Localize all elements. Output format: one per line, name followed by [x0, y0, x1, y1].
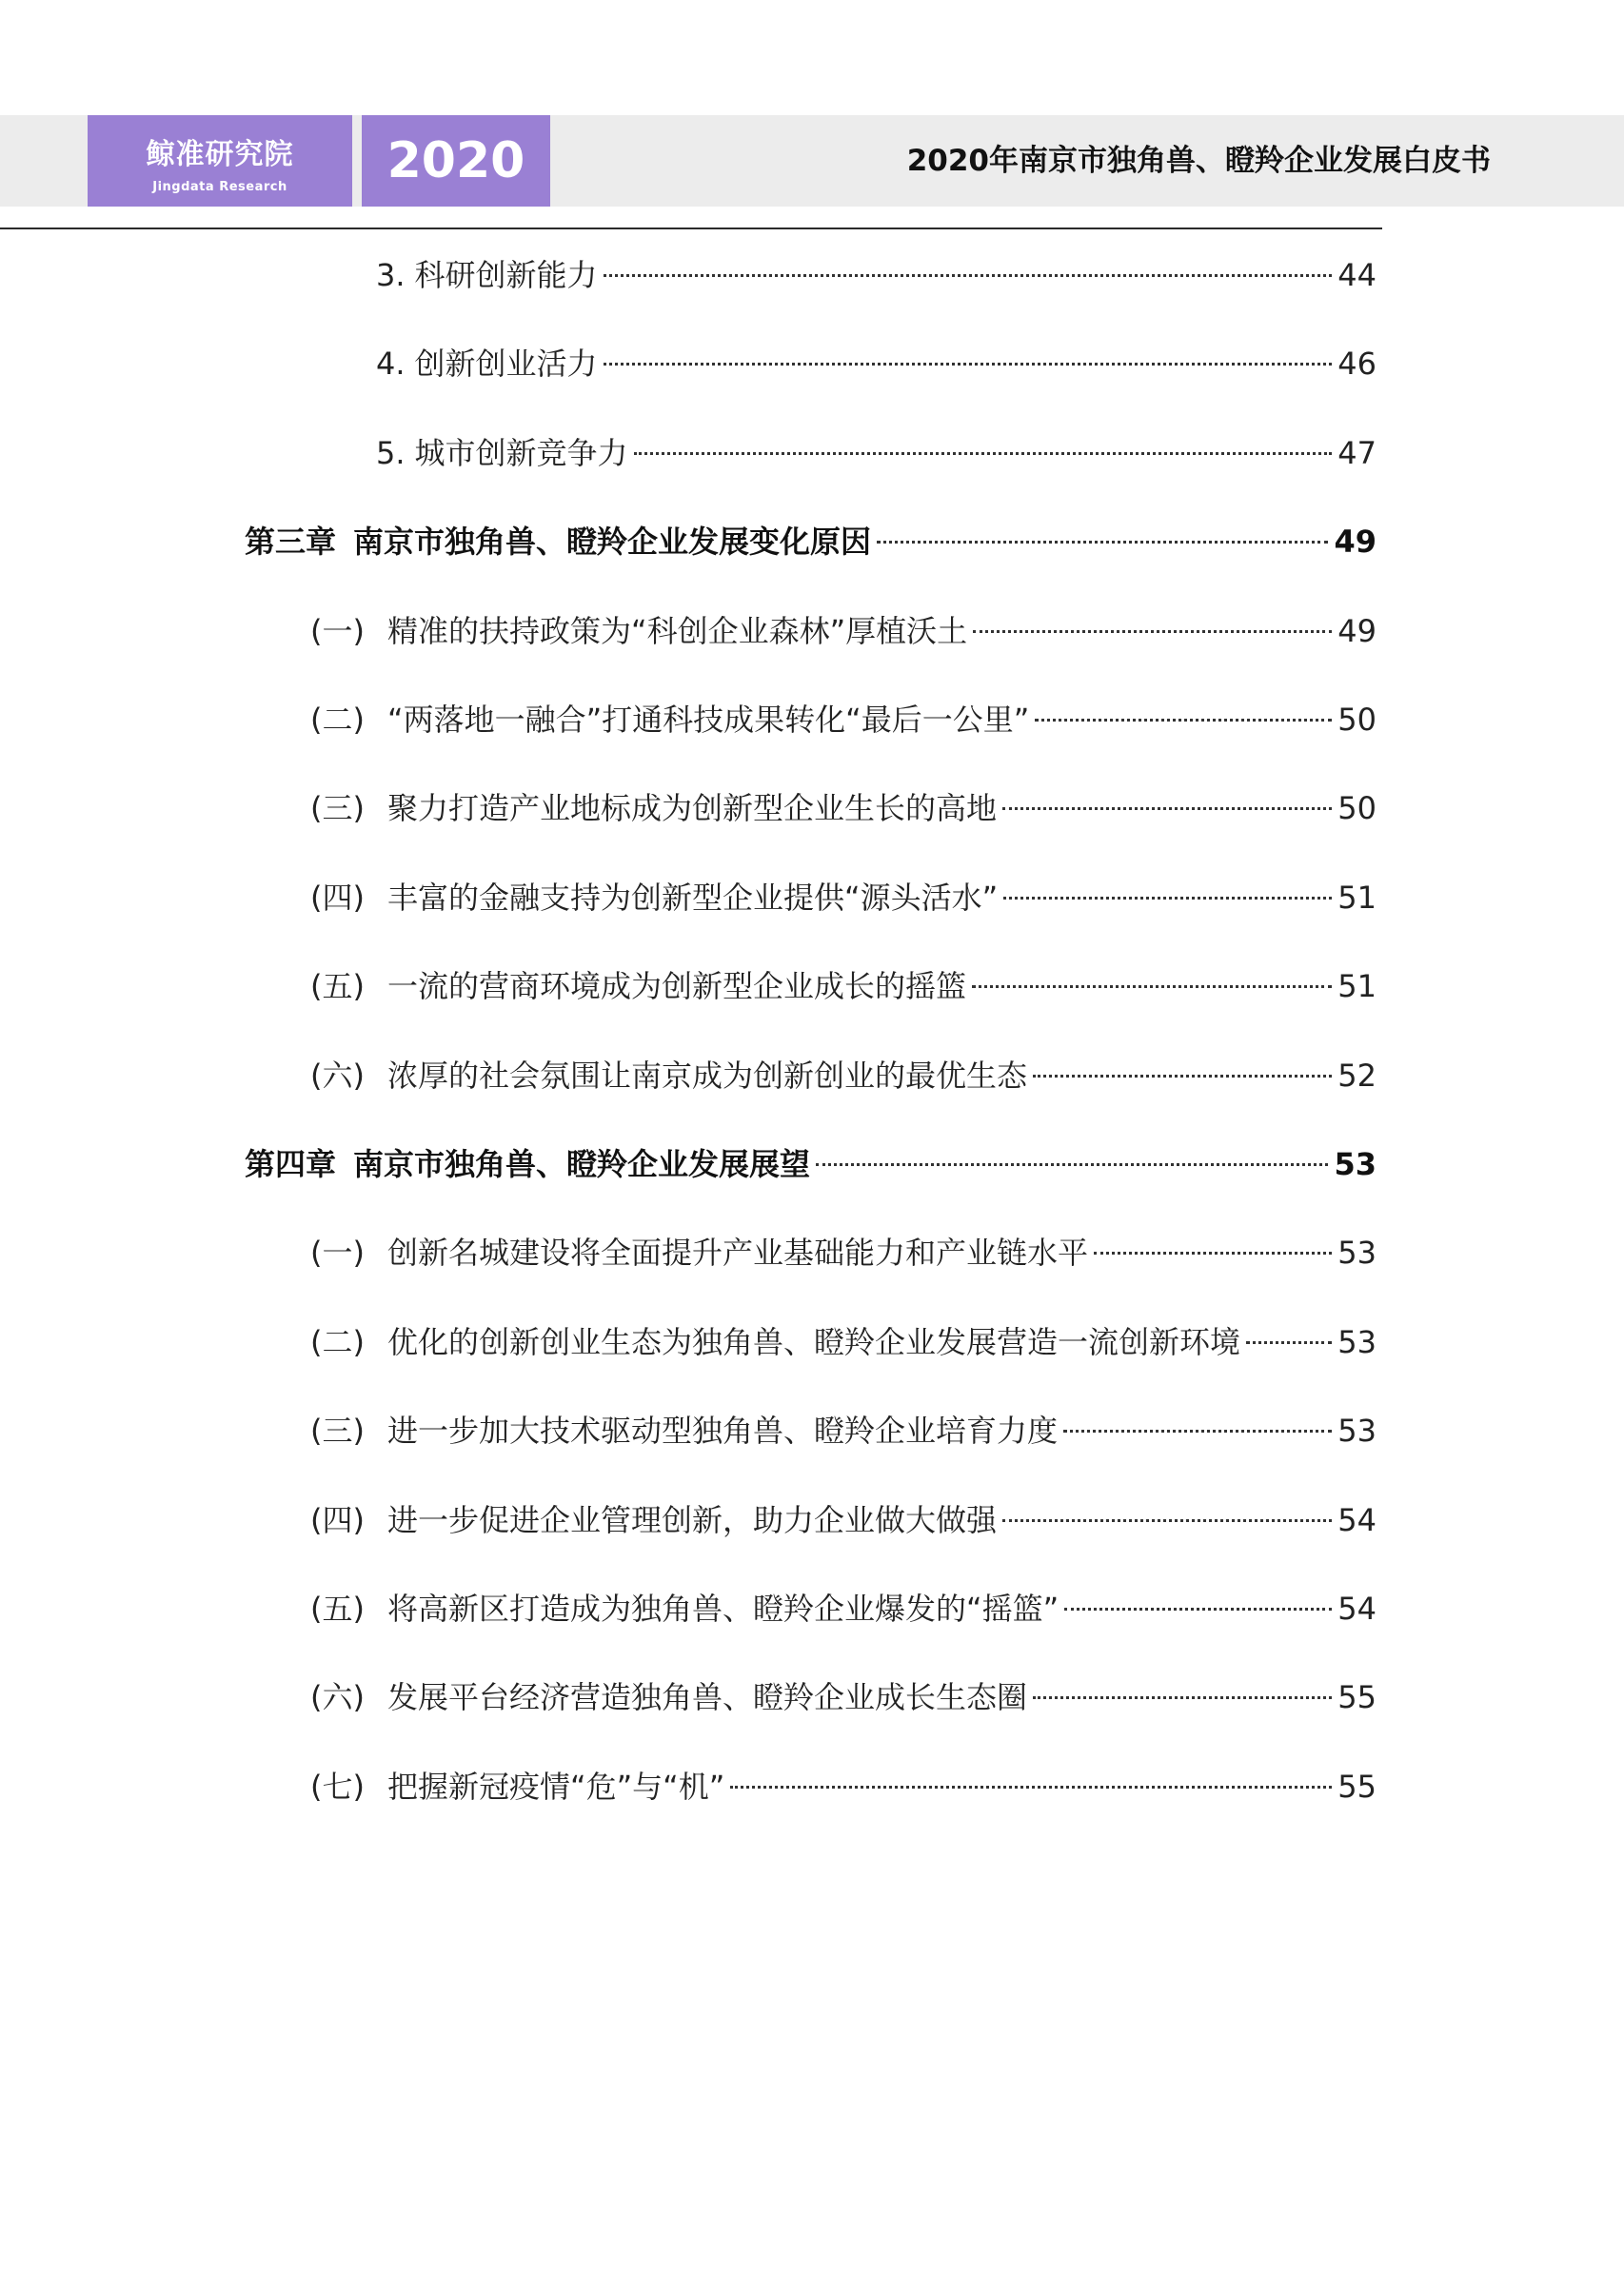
toc-entry[interactable]: [310, 608, 1376, 654]
toc-dot-leader: [877, 541, 1328, 544]
toc-page-number: 54: [1337, 1502, 1376, 1538]
toc-page-number: 49: [1334, 524, 1376, 560]
toc-entry[interactable]: [310, 1497, 1376, 1543]
toc-chapter-entry[interactable]: [245, 519, 1376, 564]
toc-page-number: 55: [1337, 1679, 1376, 1715]
toc-entry-title: 精准的扶持政策为“科创企业森林”厚植沃土: [386, 613, 968, 649]
toc-entry-number: 第四章: [245, 1146, 337, 1182]
toc-entry-number: (五): [310, 968, 365, 1004]
toc-page-number: 53: [1334, 1146, 1376, 1182]
toc-entry-title: 进一步加大技术驱动型独角兽、瞪羚企业培育力度: [386, 1413, 1058, 1449]
toc-dot-leader: [1246, 1341, 1332, 1344]
toc-entry[interactable]: [376, 341, 1376, 386]
toc-entry[interactable]: [310, 1674, 1376, 1720]
toc-chapter-entry[interactable]: [245, 1141, 1376, 1187]
toc-entry[interactable]: [310, 1230, 1376, 1276]
toc-entry-title: 城市创新竞争力: [414, 435, 628, 471]
toc-dot-leader: [1002, 1519, 1332, 1522]
toc-page-number: 50: [1337, 702, 1376, 738]
toc-entry-title: 丰富的金融支持为创新型企业提供“源头活水”: [386, 880, 999, 916]
logo-subtitle: Jingdata Research: [152, 180, 287, 194]
toc-page-number: 55: [1337, 1769, 1376, 1805]
toc-page-number: 54: [1337, 1591, 1376, 1627]
document-title: 2020年南京市独角兽、瞪羚企业发展白皮书: [906, 144, 1491, 178]
toc-entry-title: 科研创新能力: [414, 257, 598, 293]
toc-entry-number: 5.: [376, 435, 406, 471]
toc-entry-number: (五): [310, 1591, 365, 1627]
toc-entry-title: 进一步促进企业管理创新，助力企业做大做强: [386, 1502, 997, 1538]
toc-entry-number: (二): [310, 702, 365, 738]
toc-page-number: 53: [1337, 1235, 1376, 1271]
logo-title: 鲸准研究院: [146, 138, 294, 171]
toc-entry-number: (七): [310, 1769, 365, 1805]
toc-entry[interactable]: [310, 1586, 1376, 1632]
toc-entry[interactable]: [310, 1053, 1376, 1098]
toc-entry-number: (一): [310, 613, 365, 649]
toc-entry[interactable]: [310, 1764, 1376, 1810]
toc-dot-leader: [730, 1786, 1332, 1789]
toc-entry[interactable]: [376, 252, 1376, 298]
toc-page-number: 52: [1337, 1058, 1376, 1094]
logo: [88, 115, 352, 207]
toc-entry[interactable]: [310, 1408, 1376, 1454]
toc-entry-title: 将高新区打造成为独角兽、瞪羚企业爆发的“摇篮”: [386, 1591, 1060, 1627]
toc-entry-title: 浓厚的社会氛围让南京成为创新创业的最优生态: [386, 1058, 1027, 1094]
toc-page-number: 53: [1337, 1324, 1376, 1360]
toc-entry[interactable]: [376, 430, 1376, 476]
toc-entry[interactable]: [310, 697, 1376, 742]
toc-page-number: 51: [1337, 968, 1376, 1004]
toc-dot-leader: [604, 274, 1333, 277]
toc-entry-title: 把握新冠疫情“危”与“机”: [386, 1769, 725, 1805]
toc-dot-leader: [634, 452, 1333, 455]
toc-page-number: 44: [1337, 257, 1376, 293]
toc-dot-leader: [1003, 897, 1332, 900]
toc-dot-leader: [816, 1163, 1328, 1166]
toc-entry-number: (二): [310, 1324, 365, 1360]
toc-dot-leader: [1033, 1696, 1332, 1699]
toc-entry-number: (三): [310, 1413, 365, 1449]
toc-entry-number: (三): [310, 790, 365, 826]
toc-page-number: 51: [1337, 880, 1376, 916]
toc-dot-leader: [1033, 1075, 1332, 1078]
toc-page-number: 50: [1337, 790, 1376, 826]
toc-entry[interactable]: [310, 785, 1376, 831]
toc-dot-leader: [1064, 1608, 1332, 1611]
toc-dot-leader: [972, 985, 1332, 988]
toc-entry-number: 4.: [376, 346, 406, 382]
toc-entry-number: 第三章: [245, 524, 337, 560]
toc-entry[interactable]: [310, 1319, 1376, 1365]
toc-entry-title: 南京市独角兽、瞪羚企业发展展望: [353, 1146, 811, 1182]
toc-entry-number: (六): [310, 1679, 365, 1715]
toc-dot-leader: [1002, 807, 1332, 810]
toc-page-number: 49: [1337, 613, 1376, 649]
header-divider: [0, 228, 1382, 229]
toc-entry-number: (一): [310, 1235, 365, 1271]
toc-entry-title: 优化的创新创业生态为独角兽、瞪羚企业发展营造一流创新环境: [386, 1324, 1240, 1360]
toc-entry-title: 创新名城建设将全面提升产业基础能力和产业链水平: [386, 1235, 1088, 1271]
toc-page-number: 47: [1337, 435, 1376, 471]
toc-entry-number: (六): [310, 1058, 365, 1094]
toc-entry-title: 一流的营商环境成为创新型企业成长的摇篮: [386, 968, 966, 1004]
toc-entry-title: 发展平台经济营造独角兽、瞪羚企业成长生态圈: [386, 1679, 1027, 1715]
toc-dot-leader: [1094, 1252, 1332, 1255]
toc-entry-number: 3.: [376, 257, 406, 293]
toc-entry-title: 聚力打造产业地标成为创新型企业生长的高地: [386, 790, 997, 826]
toc-entry-title: 南京市独角兽、瞪羚企业发展变化原因: [353, 524, 872, 560]
toc-entry[interactable]: [310, 963, 1376, 1009]
toc-dot-leader: [973, 630, 1332, 633]
toc-dot-leader: [1035, 719, 1332, 722]
toc-entry-title: 创新创业活力: [414, 346, 598, 382]
toc-entry-title: “两落地一融合”打通科技成果转化“最后一公里”: [386, 702, 1030, 738]
toc-page-number: 53: [1337, 1413, 1376, 1449]
toc-dot-leader: [1063, 1430, 1332, 1433]
toc-entry-number: (四): [310, 880, 365, 916]
year-badge: 2020: [362, 115, 550, 207]
toc-page-number: 46: [1337, 346, 1376, 382]
toc-entry-number: (四): [310, 1502, 365, 1538]
toc-entry[interactable]: [310, 875, 1376, 920]
toc-dot-leader: [604, 363, 1333, 366]
